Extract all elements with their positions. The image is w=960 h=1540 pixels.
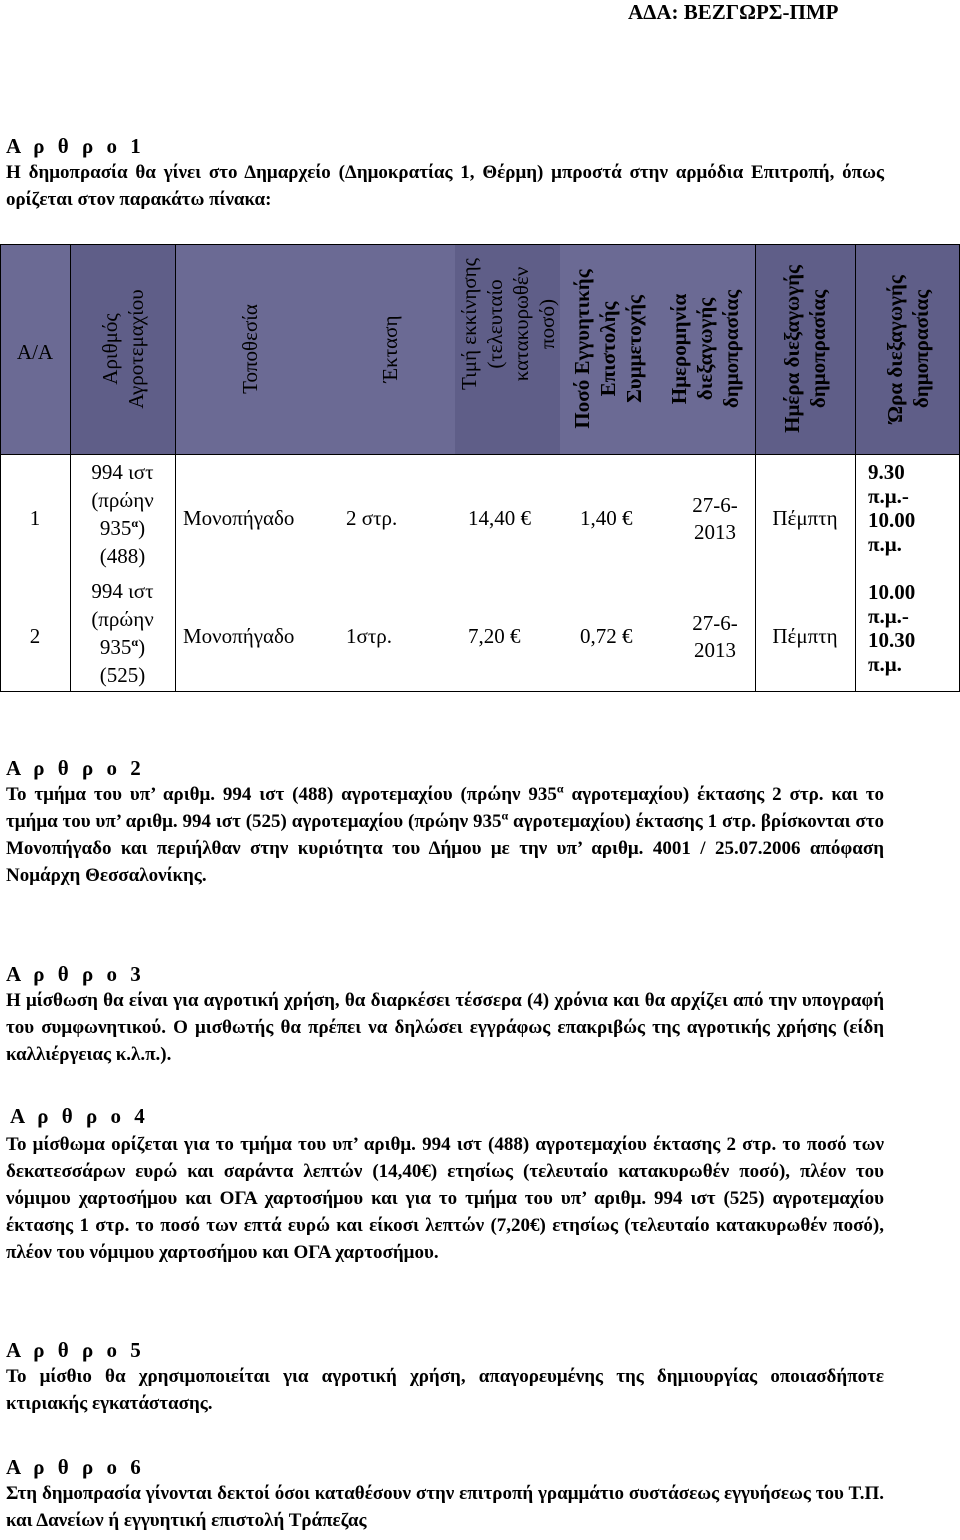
- row-topothesia: Μονοπήγαδο: [183, 624, 295, 648]
- article-1-text: Η δημοπρασία θα γίνει στο Δημαρχείο (Δημοκρατίας 1, Θέρμη) μπροστά στην αρμόδια Επιτροπή, όπως ορίζεται στον παρακάτω πίνακα:: [6, 162, 884, 210]
- row-aa: 1: [29, 506, 41, 530]
- row-ektasi: 2 στρ.: [346, 506, 398, 530]
- article-4: [10, 1103, 884, 1129]
- row-imerominia: 27-6- 2013: [692, 611, 738, 662]
- row-topothesia: Μονοπήγαδο: [183, 506, 295, 530]
- article-2: [6, 755, 884, 889]
- article-3-text: Η μίσθωση θα είναι για αγροτική χρήση, θα διαρκέσει τέσσερα (4) χρόνια και θα αρχίζει από την υπογραφή του συμφωνητικού. Ο μισθωτής θα πρέπει να δηλώσει εγγράφως επακριβώς της αγροτικής χρήσης (είδη καλλιέργειας κ.λ.π.).: [6, 990, 884, 1065]
- article-2-heading: Α ρ θ ρ ο 2: [6, 756, 145, 780]
- article-1-heading: Α ρ θ ρ ο 1: [6, 134, 145, 158]
- article-4-heading: Α ρ θ ρ ο 4: [10, 1104, 149, 1128]
- row-poso: 0,72 €: [580, 624, 633, 648]
- article-4-body: [6, 1131, 884, 1266]
- row-imera: Πέμπτη: [772, 506, 838, 530]
- row-ora: 10.00 π.μ.- 10.30 π.μ.: [868, 580, 916, 676]
- row-ora: 9.30 π.μ.- 10.00 π.μ.: [868, 460, 916, 556]
- header-aa: Α/Α: [0, 244, 70, 454]
- header-arithmos: Αριθμός Αγροτεμαχίου: [70, 244, 175, 454]
- article-5: [6, 1337, 884, 1417]
- row-imera: Πέμπτη: [772, 624, 838, 648]
- header-timi: Τιμή εκκίνησης (τελευταίο κατακυρωθέν ποσό): [455, 244, 560, 454]
- row-aa: 2: [29, 624, 41, 648]
- document-id: ΑΔΑ: ΒΕΖΓΩΡΣ-ΠΜΡ: [628, 0, 839, 24]
- article-6: [6, 1454, 884, 1534]
- row-arithmos: 994 ιστ (πρώην $935^\alpha$) (525): [91, 579, 154, 687]
- header-ora: Ώρα διεξαγωγής δημοπρασίας: [855, 244, 960, 454]
- header-topothesia: Τοποθεσία: [175, 244, 325, 454]
- row-imerominia: 27-6- 2013: [692, 493, 738, 544]
- article-6-text: Στη δημοπρασία γίνονται δεκτοί όσοι καταθέσουν στην επιτροπή γραμμάτιο συστάσεως εγγυήσεως του Τ.Π. και Δανείων ή εγγυητική επιστολή Τράπεζας: [6, 1483, 884, 1531]
- row-ektasi: 1στρ.: [346, 624, 392, 648]
- auction-table: [0, 244, 960, 692]
- article-1: [6, 133, 884, 213]
- article-5-heading: Α ρ θ ρ ο 5: [6, 1338, 145, 1362]
- header-ektasi: Έκταση: [325, 244, 455, 454]
- article-3: [6, 961, 884, 1068]
- article-5-text: Το μίσθιο θα χρησιμοποιείται για αγροτική χρήση, απαγορευμένης της δημιουργίας οποιασδήποτε κτιριακής εγκατάστασης.: [6, 1366, 884, 1414]
- header-poso: Ποσό Εγγυητικής Επιστολής Συμμετοχής: [560, 244, 655, 454]
- row-timi: 14,40 €: [468, 506, 531, 530]
- row-timi: 7,20 €: [468, 624, 521, 648]
- row-arithmos: 994 ιστ (πρώην $935^\alpha$) (488): [91, 460, 154, 568]
- row-poso: 1,40 €: [580, 506, 633, 530]
- article-3-heading: Α ρ θ ρ ο 3: [6, 962, 145, 986]
- article-2-text: Το τμήμα του υπ’ αριθμ. 994 ιστ (488) αγροτεμαχίου (πρώην $935^\alpha$ αγροτεμαχίου) έκτασης 2 στρ. και το τμήμα του υπ’ αριθμ. 994 ιστ (525) αγροτεμαχίου (πρώην $935^\alpha$ αγροτεμαχίου) έκτασης 1 στρ. βρίσκονται στο Μονοπήγαδο και περιήλθαν στην κυριότητα του Δήμου με την υπ’ αριθμ. 4001 / 25.07.2006 απόφαση Νομάρχη Θεσσαλονίκης.: [6, 781, 885, 886]
- article-4-text: Το μίσθωμα ορίζεται για το τμήμα του υπ’ αριθμ. 994 ιστ (488) αγροτεμαχίου έκτασης 2 στρ. το ποσό των δεκατεσσάρων ευρώ και σαράντα λεπτών (14,40€) ετησίως (τελευταίο κατακυρωθέν ποσό), πλέον του νόμιμου χαρτοσήμου και ΟΓΑ χαρτοσήμου και για το τμήμα του υπ’ αριθμ. 994 ιστ (525) αγροτεμαχίου έκτασης 1 στρ. το ποσό των επτά ευρώ και είκοσι λεπτών (7,20€) ετησίως (τελευταίο κατακυρωθέν ποσό), πλέον του νόμιμου χαρτοσήμου και ΟΓΑ χαρτοσήμου.: [6, 1134, 884, 1263]
- header-imerominia: Ημερομηνία διεξαγωγής δημοπρασίας: [655, 244, 755, 454]
- header-imera: Ημέρα διεξαγωγής δημοπρασίας: [755, 244, 855, 454]
- article-6-heading: Α ρ θ ρ ο 6: [6, 1455, 145, 1479]
